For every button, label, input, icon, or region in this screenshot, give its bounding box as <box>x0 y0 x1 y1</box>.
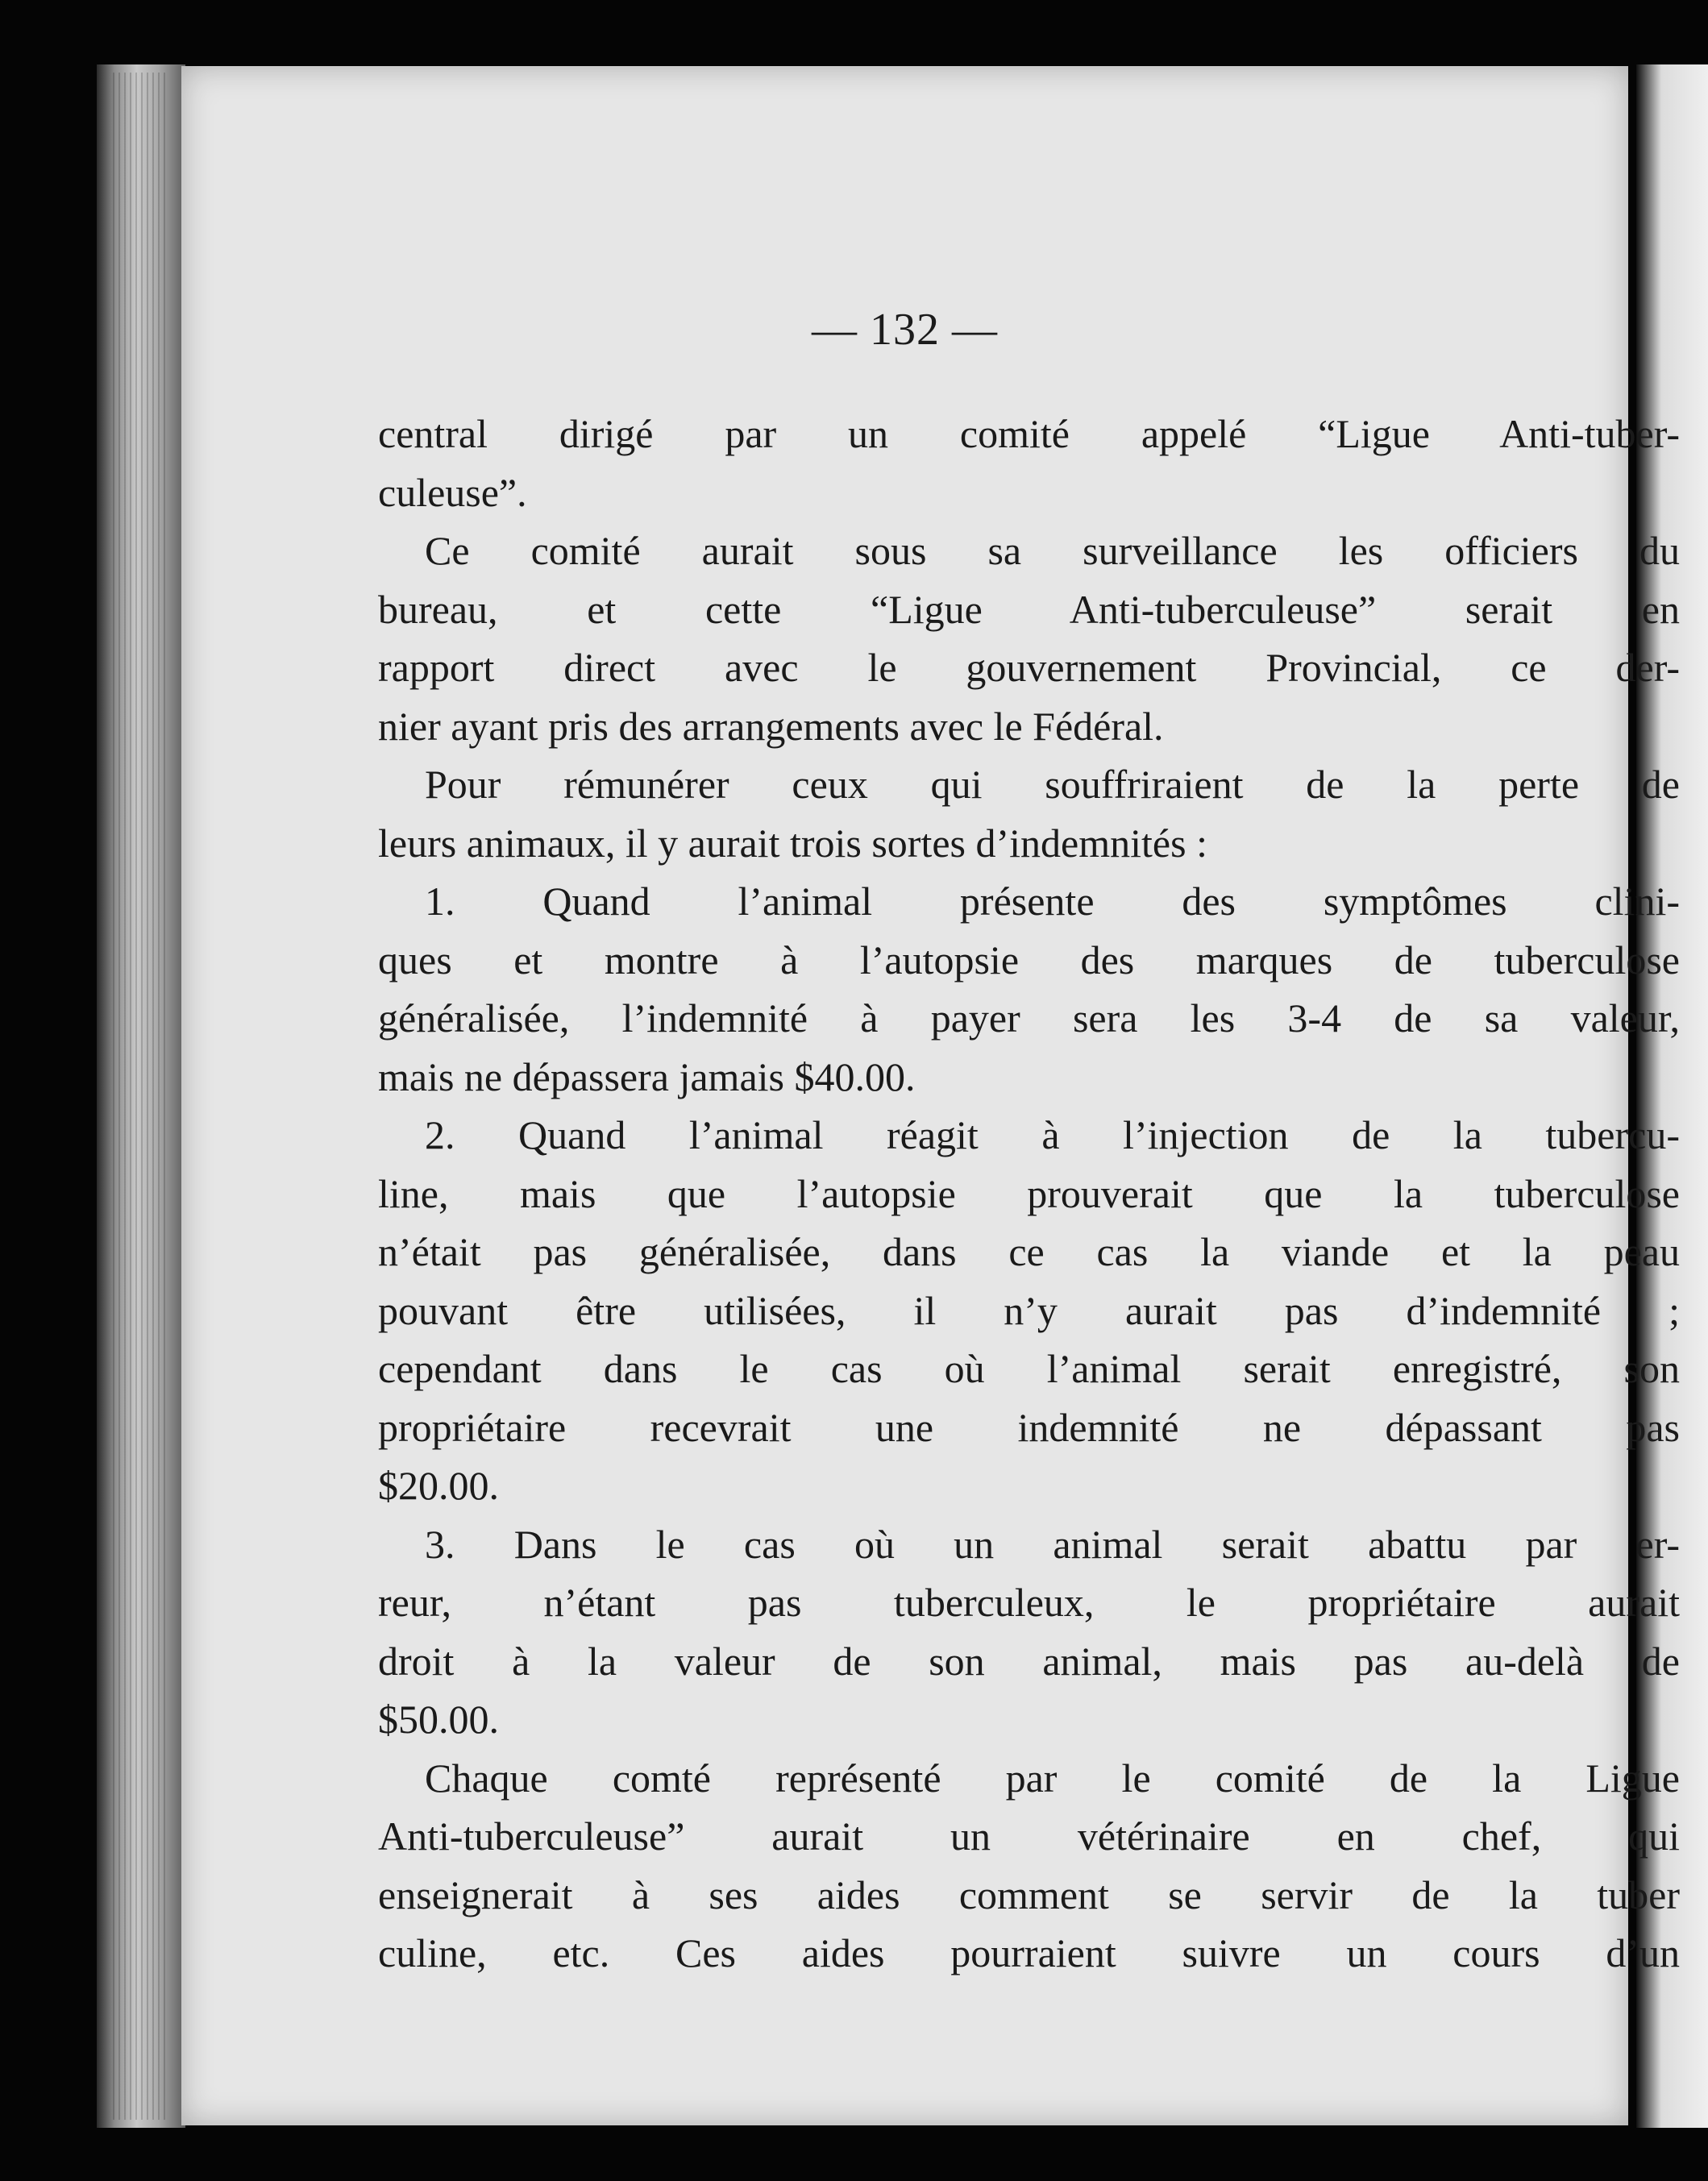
text-line: pouvant être utilisées, il n’y aurait pas d’indemnité ; <box>378 1287 1680 1333</box>
text-line: enseignerait à ses aides comment se servir de la tuber <box>378 1872 1680 1917</box>
text-line: propriétaire recevrait une indemnité ne dépassant pas <box>378 1404 1680 1450</box>
text-line: rapport direct avec le gouvernement Provincial, ce der- <box>378 645 1680 690</box>
text-line: line, mais que l’autopsie prouverait que la tuberculose <box>378 1170 1680 1216</box>
text-line: cependant dans le cas où l’animal serait enregistré, son <box>378 1346 1680 1391</box>
text-line: culeuse”. <box>378 469 527 515</box>
page-text <box>378 405 1680 1983</box>
text-line: $20.00. <box>378 1463 499 1508</box>
text-line: Anti-tuberculeuse” aurait un vétérinaire en chef, qui <box>378 1813 1680 1859</box>
text-line: n’était pas généralisée, dans ce cas la viande et la peau <box>378 1229 1680 1274</box>
text-line: 2. Quand l’animal réagit à l’injection de la tubercu- <box>425 1112 1680 1157</box>
text-line: leurs animaux, il y aurait trois sortes d’indemnités : <box>378 820 1207 866</box>
text-line: généralisée, l’indemnité à payer sera les 3-4 de sa valeur, <box>378 995 1680 1041</box>
text-line: central dirigé par un comité appelé “Ligue Anti-tuber- <box>378 411 1680 456</box>
book-spine-texture <box>113 73 169 2120</box>
text-line: $50.00. <box>378 1697 499 1742</box>
text-line: 3. Dans le cas où un animal serait abattu par er- <box>425 1521 1680 1567</box>
text-line: Pour rémunérer ceux qui souffriraient de la perte de <box>425 762 1680 807</box>
text-line: nier ayant pris des arrangements avec le Fédéral. <box>378 703 1164 749</box>
text-line: 1. Quand l’animal présente des symptômes clini- <box>425 879 1680 924</box>
text-line: reur, n’étant pas tuberculeux, le propriétaire aurait <box>378 1580 1680 1625</box>
book-page <box>181 66 1680 2125</box>
text-line: ques et montre à l’autopsie des marques de tuberculose <box>378 937 1680 982</box>
text-line: mais ne dépassera jamais $40.00. <box>378 1053 916 1099</box>
text-line: Ce comité aurait sous sa surveillance les officiers du <box>425 528 1680 573</box>
text-line: Chaque comté représenté par le comité de la Ligue <box>425 1755 1680 1801</box>
text-line: culine, etc. Ces aides pourraient suivre un cours d’un <box>378 1930 1680 1975</box>
page-number: — 132 — <box>812 305 998 355</box>
text-line: bureau, et cette “Ligue Anti-tuberculeuse” serait en <box>378 586 1680 632</box>
text-line: droit à la valeur de son animal, mais pas au-delà de <box>378 1638 1680 1684</box>
